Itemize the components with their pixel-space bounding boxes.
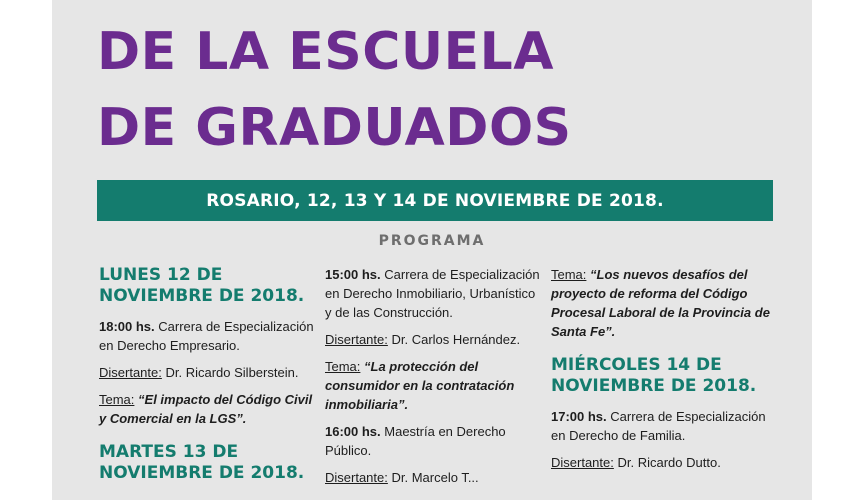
program-column-3 <box>551 265 776 480</box>
speaker-line <box>325 468 540 487</box>
day-heading-monday <box>99 265 319 307</box>
speaker-line <box>325 330 540 349</box>
title-line-2: DE GRADUADOS <box>97 98 572 158</box>
banner-text: ROSARIO, 12, 13 Y 14 DE NOVIEMBRE DE 2018. <box>206 190 664 211</box>
topic-text: “La protección del consumidor en la contratación inmobiliaria”. <box>325 359 515 412</box>
event-time: 16:00 hs. <box>325 424 381 439</box>
day-heading-line2: NOVIEMBRE DE 2018. <box>551 376 757 396</box>
event-entry <box>551 407 776 445</box>
day-heading-wednesday <box>551 355 776 397</box>
day-heading-line1: MIÉRCOLES 14 DE <box>551 355 722 375</box>
topic-label: Tema: <box>325 359 361 374</box>
speaker-name: Dr. Carlos Hernández. <box>387 332 521 347</box>
day-heading-line2: NOVIEMBRE DE 2018. <box>99 463 305 483</box>
event-entry <box>325 265 540 322</box>
program-column-1 <box>99 265 319 494</box>
event-entry <box>325 422 540 460</box>
speaker-label: Disertante: <box>325 332 388 347</box>
event-time: 18:00 hs. <box>99 319 155 334</box>
event-time: 15:00 hs. <box>325 267 381 282</box>
event-text: Carrera de Especialización en Derecho de Familia. <box>551 409 766 443</box>
speaker-name: Dr. Ricardo Dutto. <box>613 455 721 470</box>
speaker-label: Disertante: <box>99 365 162 380</box>
topic-label: Tema: <box>551 267 587 282</box>
speaker-line <box>551 453 776 472</box>
speaker-label: Disertante: <box>551 455 614 470</box>
day-heading-line1: LUNES 12 DE <box>99 265 223 285</box>
topic-line <box>99 390 319 428</box>
speaker-name: Dr. Marcelo T... <box>387 470 479 485</box>
event-entry <box>99 317 319 355</box>
event-text: Carrera de Especialización en Derecho Empresario. <box>99 319 314 353</box>
event-text: Maestría en Derecho Público. <box>325 424 506 458</box>
day-heading-line2: NOVIEMBRE DE 2018. <box>99 286 305 306</box>
topic-text: “Los nuevos desafíos del proyecto de reforma del Código Procesal Laboral de la Provincia de Santa Fe”. <box>551 267 770 339</box>
program-column-2 <box>325 265 540 495</box>
speaker-line <box>99 363 319 382</box>
programa-heading: PROGRAMA <box>378 233 486 249</box>
topic-line <box>325 357 540 414</box>
topic-text: “El impacto del Código Civil y Comercial en la LGS”. <box>99 392 313 426</box>
event-text: Carrera de Especialización en Derecho Inmobiliario, Urbanístico y de las Construcción. <box>325 267 540 320</box>
day-heading-tuesday <box>99 442 319 484</box>
topic-line <box>551 265 776 341</box>
topic-label: Tema: <box>99 392 135 407</box>
speaker-label: Disertante: <box>325 470 388 485</box>
speaker-name: Dr. Ricardo Silberstein. <box>161 365 299 380</box>
poster <box>52 0 812 500</box>
event-time: 17:00 hs. <box>551 409 607 424</box>
title-line-1: DE LA ESCUELA <box>97 22 555 82</box>
date-location-banner <box>97 180 773 221</box>
day-heading-line1: MARTES 13 DE <box>99 442 239 462</box>
